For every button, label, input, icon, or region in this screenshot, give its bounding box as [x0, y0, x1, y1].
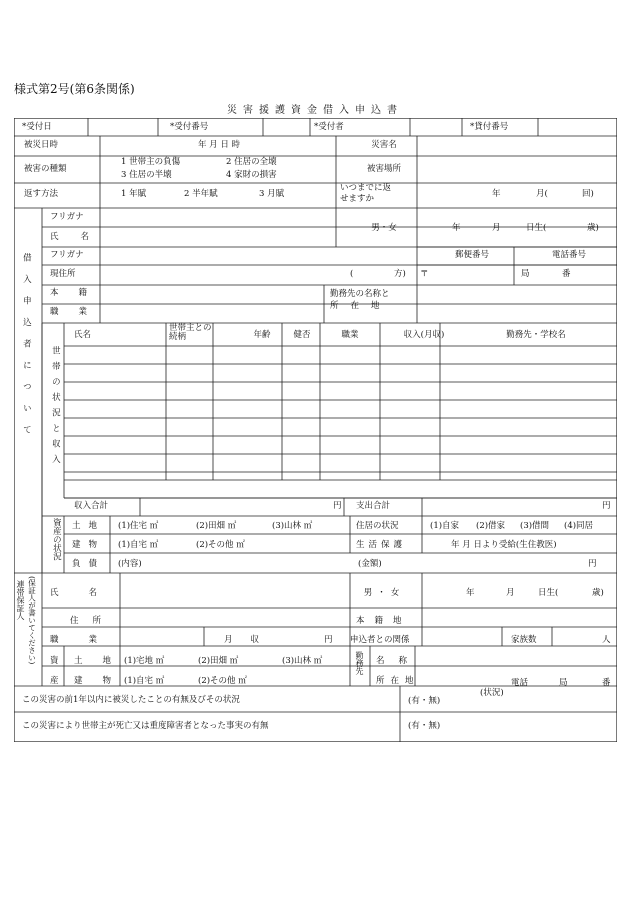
household-section-label: 世帯の状況と収入: [50, 346, 61, 470]
guarantor-birth-age: 歳): [592, 588, 604, 598]
assets-section-label: 資産の状況: [51, 518, 62, 561]
guarantor-work-place-label: 所在地: [376, 676, 420, 686]
form-grid: [14, 118, 617, 742]
assets-land-item-2: (2)田畑 ㎡: [196, 521, 237, 531]
assets-debt-amount: (金額): [358, 559, 382, 569]
guarantor-land-item-2: (2)田畑 ㎡: [198, 656, 239, 666]
disaster-date-fill: 年 月 日 時: [197, 140, 241, 150]
applicant-phone-label: 電話番号: [551, 250, 587, 260]
guarantor-work-name-label: 名称: [376, 656, 422, 666]
form-title: 災害援護資金借入申込書: [227, 105, 403, 116]
assets-debt-content: (内容): [118, 559, 142, 569]
applicant-address-paren: (: [350, 269, 354, 279]
guarantor-land-item-3: (3)山林 ㎡: [282, 656, 323, 666]
assets-debt-label: 負債: [72, 559, 106, 569]
applicant-address-label: 現住所: [50, 269, 76, 279]
guarantor-work-label: 勤務先: [355, 651, 364, 675]
damage-type-label: 被害の種類: [24, 164, 67, 174]
applicant-birth-year: 年: [452, 223, 461, 233]
reception-number-label: *受付番号: [170, 122, 209, 132]
applicant-address-unit: 方): [394, 269, 406, 279]
guarantor-birth-year: 年: [466, 588, 475, 598]
guarantor-birth-month: 月: [506, 588, 515, 598]
guarantor-asset-char-1: 資: [50, 656, 59, 666]
workplace-label-2: 所在地: [330, 301, 392, 311]
assets-building-item-1: (1)自宅 ㎡: [118, 540, 159, 550]
guarantor-name-label: 氏名: [50, 588, 128, 598]
reception-date-label: *受付日: [22, 122, 52, 132]
damage-option-3: 3 住居の半壊: [121, 170, 172, 180]
applicant-birth-day: 日生(: [526, 223, 547, 233]
income-total-yen: 円: [333, 501, 342, 511]
applicant-occupation-label: 職業: [50, 307, 108, 317]
welfare-label: 生活保護: [356, 540, 407, 550]
reception-person-label: *受付者: [314, 122, 344, 132]
guarantor-phone: 電話: [511, 678, 529, 688]
assets-building-item-2: (2)その他 ㎡: [196, 540, 245, 550]
assets-land-item-3: (3)山林 ㎡: [272, 521, 313, 531]
applicant-section-label: 借入申込者について: [21, 253, 32, 447]
income-total-label: 収入合計: [74, 501, 109, 511]
question-1-answer: (有・無): [408, 696, 441, 706]
guarantor-occupation-label: 職業: [50, 635, 128, 645]
damage-option-2: 2 住居の全壊: [226, 157, 277, 167]
question-1: この災害の前1年以内に被災したことの有無及びその状況: [22, 695, 240, 705]
form-number: 様式第2号(第6条関係): [14, 82, 135, 96]
damage-option-1: 1 世帯主の負傷: [121, 157, 181, 167]
applicant-furigana-label: フリガナ: [50, 212, 84, 222]
household-header-income: 収入(月収): [403, 330, 445, 340]
guarantor-birth-day: 日生(: [538, 588, 559, 598]
repay-until-year: 年: [492, 189, 501, 199]
housing-option-3: (3)借間: [520, 521, 550, 531]
housing-option-2: (2)借家: [476, 521, 506, 531]
guarantor-building-label: 建物: [74, 676, 132, 686]
guarantor-gender: 男・女: [363, 588, 405, 598]
applicant-postal-label: 郵便番号: [454, 250, 490, 260]
damage-option-4: 4 家財の損害: [226, 170, 277, 180]
disaster-date-label: 被災日時: [24, 140, 59, 150]
applicant-birth-age: 歳): [587, 223, 599, 233]
guarantor-family-persons: 人: [602, 635, 611, 645]
guarantor-domicile-label: 本籍地: [356, 616, 412, 626]
applicant-address-furigana: フリガナ: [50, 250, 84, 260]
loan-number-label: *貸付番号: [470, 122, 509, 132]
repay-option-2: 2 半年賦: [184, 189, 218, 199]
guarantor-family-label: 家族数: [511, 635, 537, 645]
guarantor-address-label: 住所: [70, 616, 116, 626]
guarantor-land-label: 土地: [74, 656, 132, 666]
disaster-name-label: 災害名: [371, 140, 397, 150]
repay-method-label: 返す方法: [24, 189, 59, 199]
household-header-name: 氏名: [74, 330, 92, 340]
phone-number: 番: [562, 269, 571, 279]
guarantor-monthly-yen: 円: [324, 635, 333, 645]
repay-until-month: 月(: [536, 189, 548, 199]
welfare-fill: 年 月 日より受給(生住教医): [451, 540, 557, 550]
guarantor-building-item-1: (1)自宅 ㎡: [124, 676, 165, 686]
expense-total-yen: 円: [602, 501, 611, 511]
question-1-status: (状況): [480, 688, 504, 698]
repay-until-times: 回): [582, 189, 594, 199]
guarantor-land-item-1: (1)宅地 ㎡: [124, 656, 165, 666]
question-2-answer: (有・無): [408, 721, 441, 731]
assets-debt-yen: 円: [588, 559, 597, 569]
applicant-domicile-label: 本籍: [50, 288, 108, 298]
household-header-occupation: 職業: [341, 330, 359, 340]
repay-until-label-2: せますか: [340, 194, 375, 204]
application-form: [14, 118, 617, 742]
housing-label: 住居の状況: [356, 521, 399, 531]
repay-option-3: 3 月賦: [259, 189, 285, 199]
applicant-birth-month: 月: [492, 223, 501, 233]
guarantor-building-item-2: (2)その他 ㎡: [198, 676, 247, 686]
applicant-gender: 男・女: [371, 223, 397, 233]
guarantor-asset-char-2: 産: [50, 676, 59, 686]
guarantor-relation-label: 申込者との関係: [350, 635, 410, 645]
guarantor-note: (保証人が書いてください): [27, 576, 37, 665]
repay-option-1: 1 年賦: [121, 189, 147, 199]
household-header-age: 年齢: [253, 330, 271, 340]
assets-building-label: 建物: [72, 540, 106, 550]
guarantor-section-label: 連帯保証人: [16, 580, 25, 620]
assets-land-item-1: (1)住宅 ㎡: [118, 521, 159, 531]
guarantor-phone-number: 番: [602, 678, 611, 688]
workplace-label-1: 勤務先の名称と: [330, 289, 390, 299]
guarantor-monthly-label: 月収: [224, 635, 278, 645]
expense-total-label: 支出合計: [356, 501, 391, 511]
household-header-workplace: 勤務先・学校名: [506, 330, 566, 340]
household-header-relation: 世帯主との続柄: [169, 323, 212, 342]
damage-place-label: 被害場所: [366, 164, 402, 174]
repay-until-label-1: いつまでに返: [340, 183, 392, 193]
assets-land-label: 土地: [72, 521, 106, 531]
phone-exchange: 局: [521, 269, 530, 279]
housing-option-1: (1)自家: [430, 521, 460, 531]
housing-option-4: (4)同居: [564, 521, 594, 531]
household-header-health: 健否: [293, 330, 311, 340]
question-2: この災害により世帯主が死亡又は重度障害者となった事実の有無: [22, 721, 269, 731]
applicant-name-label: 氏名: [50, 232, 112, 242]
guarantor-phone-exchange: 局: [559, 678, 568, 688]
postal-mark: 〒: [420, 269, 429, 279]
